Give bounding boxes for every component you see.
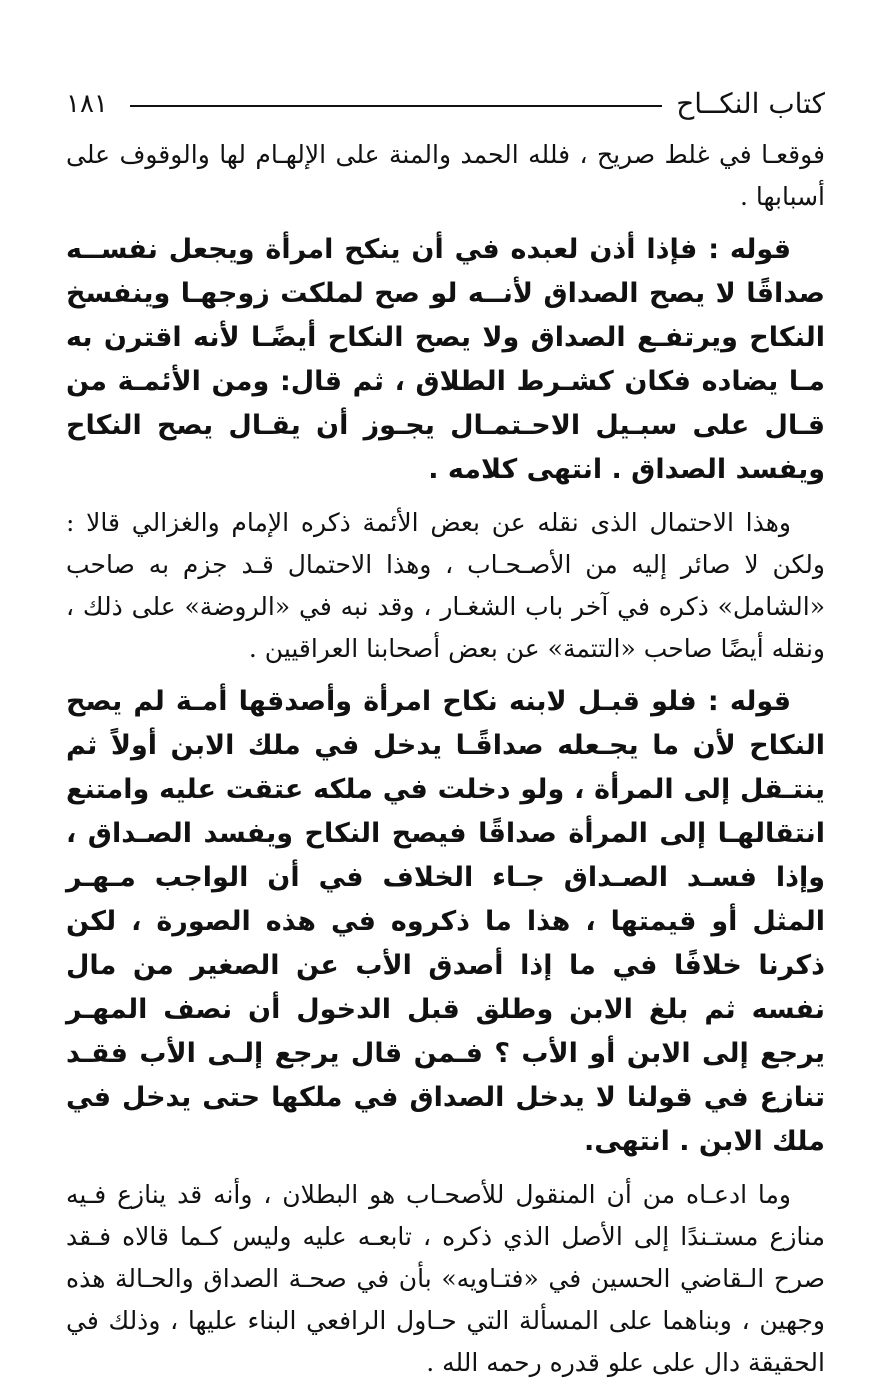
header-rule — [130, 105, 662, 107]
running-title: كتاب النكــاح — [676, 87, 825, 120]
page-header — [66, 78, 825, 130]
paragraph-quote-2: قوله : فلو قبـل لابنه نكاح امرأة وأصدقها أمـة لم يصح النكاح لأن ما يجـعله صداقًـا يدخل في ملك الابن أولاً ثم ينتـقل إلى المرأة ، ولو دخلت في ملكه عتقت عليه وامتنع انتقالهـا إلى المرأة صداقًا فيصح النكاح ويفسد الصـداق ، وإذا فسـد الصـداق جـاء الخلاف في أن الواجب مـهـر المثل أو قيمتها ، هذا ما ذكروه في هذه الصورة ، لكن ذكرنا خلافًا في ما إذا أصدق الأب عن الصغير من مال نفسه ثم بلغ الابن وطلق قبل الدخول أن نصف المهـر يرجع إلى الابن أو الأب ؟ فـمن قال يرجع إلـى الأب فقـد تنازع في قولنا لا يدخل الصداق في ملكها حتى يدخل في ملك الابن . انتهى. — [66, 686, 825, 1157]
paragraph-continuation: فوقعـا في غلط صريح ، فلله الحمد والمنة على الإلهـام لها والوقوف على أسبابها . — [66, 140, 825, 211]
paragraph-quote-1: قوله : فإذا أذن لعبده في أن ينكح امرأة ويجعل نفســه صداقًا لا يصح الصداق لأنــه لو صح لملكت زوجهـا وينفسخ النكاح ويرتفـع الصداق ولا يصح النكاح أيضًـا لأنه اقترن به مـا يضاده فكان كشـرط الطلاق ، ثم قال: ومن الأئمـة من قـال على سبـيل الاحـتمـال يجـوز أن يقـال يصح النكاح ويفسد الصداق . انتهى كلامه . — [66, 234, 825, 485]
paragraph-commentary-2: وما ادعـاه من أن المنقول للأصحـاب هو البطلان ، وأنه قد ينازع فـيه منازع مستـندًا إلى الأصل الذي ذكره ، تابعـه عليه وليس كـما قالاه فـقد صرح الـقاضي الحسين في «فتـاويه» بأن في صحـة الصداق والحـالة هذه وجهين ، وبناهما على المسألة التي حـاول الرافعي البناء عليها ، وذلك في الحقيقة دال على علو قدره رحمه الله . — [66, 1180, 825, 1377]
paragraph-commentary-1: وهذا الاحتمال الذى نقله عن بعض الأئمة ذكره الإمام والغزالي قالا : ولكن لا صائر إليه من الأصـحـاب ، وهذا الاحتمال قـد جزم به صاحب «الشامل» ذكره في آخر باب الشغـار ، وقد نبه في «الروضة» على ذلك ، ونقله أيضًا صاحب «التتمة» عن بعض أصحابنا العراقيين . — [66, 508, 825, 663]
page-number: ١٨١ — [66, 89, 108, 119]
